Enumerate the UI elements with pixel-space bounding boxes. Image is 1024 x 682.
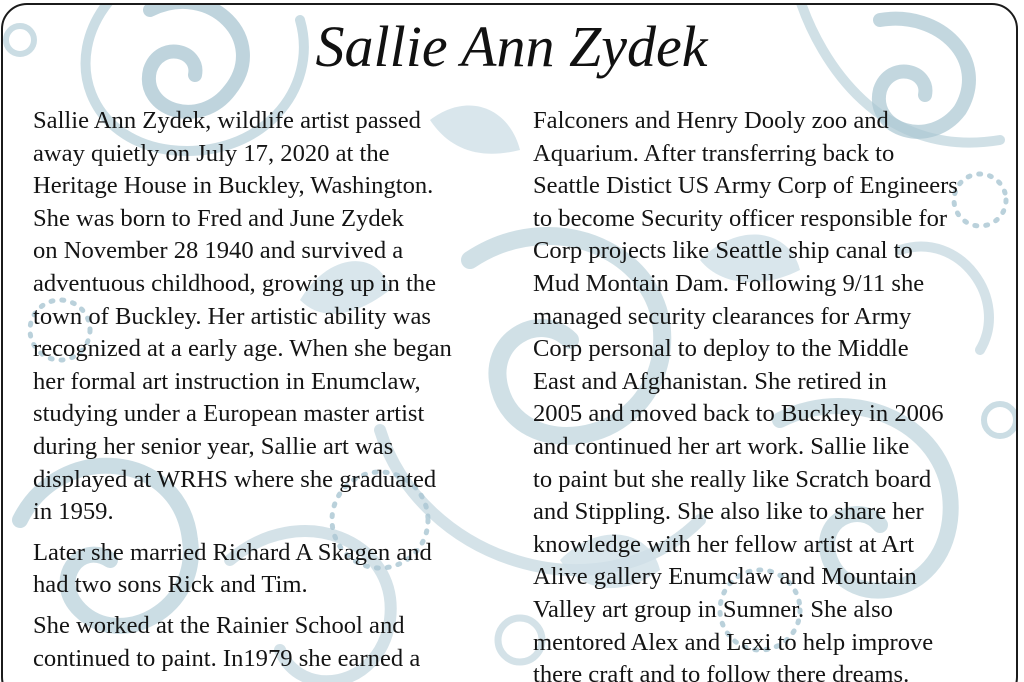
obituary-title: Sallie Ann Zydek [315,14,708,79]
text-line: during her senior year, Sallie art was [33,432,394,460]
text-line: knowledge with her fellow artist at Art [533,530,915,558]
text-line: Aquarium. After transferring back to [533,139,895,167]
text-line: displayed at WRHS where she graduated [33,465,437,493]
text-line: there craft and to follow there dreams. [533,661,910,682]
text-line: continued to paint. In1979 she earned a [33,644,421,672]
text-line: She was born to Fred and June Zydek [33,204,404,232]
text-line: and continued her art work. Sallie like [533,432,910,460]
text-line: Corp personal to deploy to the Middle [533,335,909,363]
text-line: Falconers and Henry Dooly zoo and [533,107,889,134]
text-line: away quietly on July 17, 2020 at the [33,139,390,167]
text-line: and Stippling. She also like to share her [533,498,924,526]
paragraph [33,105,503,529]
text-line: Seattle Distict US Army Corp of Engineers [533,172,958,200]
text-line: East and Afghanistan. She retired in [533,367,887,395]
text-line: to paint but she really like Scratch board [533,465,932,493]
text-line: Corp projects like Seattle ship canal to [533,237,913,265]
text-line: studying under a European master artist [33,400,425,428]
text-line: in 1959. [33,498,114,526]
text-line: Sallie Ann Zydek, wildlife artist passed [33,107,421,134]
paragraph [33,537,503,602]
text-line: on November 28 1940 and survived a [33,237,404,265]
text-line: town of Buckley. Her artistic ability was [33,302,431,330]
text-line: Heritage House in Buckley, Washington. [33,172,434,200]
text-line: her formal art instruction in Enumclaw, [33,367,421,395]
text-line: mentored Alex and Lexi to help improve [533,628,934,656]
obituary-frame [1,3,1018,682]
text-line: She worked at the Rainier School and [33,611,405,639]
text-line: Later she married Richard A Skagen and [33,538,432,566]
paragraph [33,610,503,675]
text-line: Mud Montain Dam. Following 9/11 she [533,269,925,297]
left-text-column [33,105,503,682]
text-line: recognized at a early age. When she began [33,335,452,363]
text-line: Alive gallery Enumclaw and Mountain [533,563,917,591]
text-line: had two sons Rick and Tim. [33,571,308,599]
text-line: Valley art group in Sumner. She also [533,595,893,623]
text-line: adventuous childhood, growing up in the [33,269,437,297]
paragraph [533,105,1013,682]
text-line: to become Security officer responsible for [533,204,948,232]
text-line: managed security clearances for Army [533,302,912,330]
text-line: 2005 and moved back to Buckley in 2006 [533,400,944,428]
right-text-column [533,105,1013,682]
